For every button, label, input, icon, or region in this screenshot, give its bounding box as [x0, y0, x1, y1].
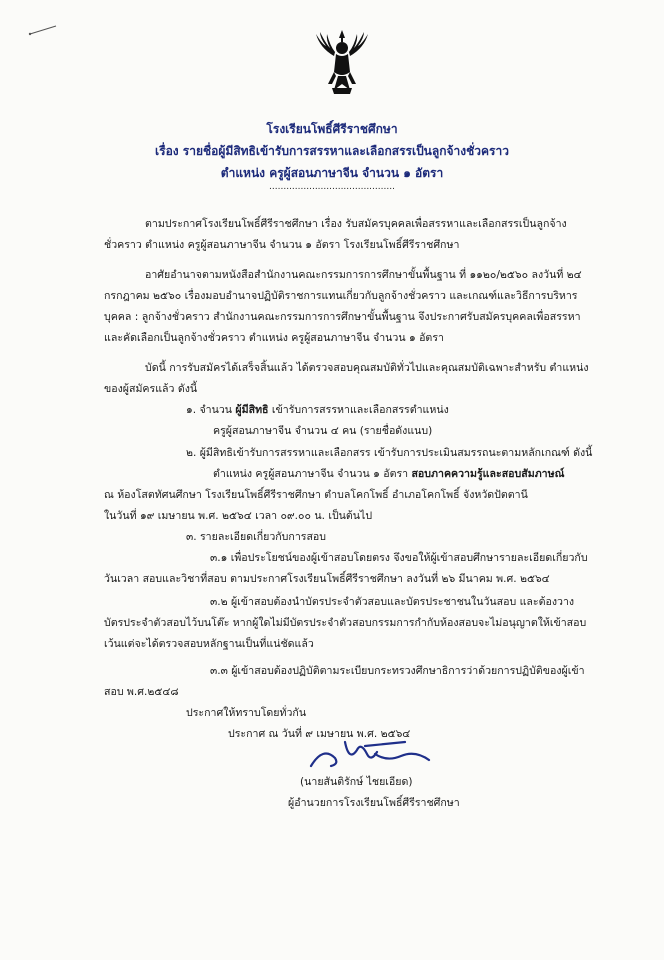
school-name: โรงเรียนโพธิ์ศีรีราชศึกษา [266, 122, 398, 136]
item-3-3-line-1: ๓.๓ ผู้เข้าสอบต้องปฏิบัติตามระเบียบกระทรวงศึกษาธิการว่าด้วยการปฏิบัติของผู้เข้า [210, 665, 585, 677]
separator-line: ............................................ [269, 182, 395, 192]
item-2-line-1: ๒. ผู้มีสิทธิเข้ารับการสรรหาและเลือกสรร เข้ารับการประเมินสมรรถนะตามหลักเกณฑ์ ดังนี้ [186, 447, 593, 459]
item-2-bold-text: สอบภาคความรู้และสอบสัมภาษณ์ [411, 468, 565, 480]
paragraph-3-line-1: บัดนี้ การรับสมัครได้เสร็จสิ้นแล้ว ได้ตรวจสอบคุณสมบัติทั่วไปและคุณสมบัติเฉพาะสำหรับ ตำแหน่ง [145, 362, 589, 374]
signatory-title: ผู้อำนวยการโรงเรียนโพธิ์ศีรีราชศึกษา [288, 797, 460, 809]
item-3-line-1: ๓. รายละเอียดเกี่ยวกับการสอบ [186, 531, 327, 543]
paragraph-2-line-1: อาศัยอำนาจตามหนังสือสำนักงานคณะกรรมการการศึกษาขั้นพื้นฐาน ที่ ๑๑๒๐/๒๕๖๐ ลงวันที่ ๒๔ [145, 269, 582, 281]
item-1-line-2: ครูผู้สอนภาษาจีน จำนวน ๔ คน (รายชื่อดังแนบ) [213, 425, 433, 437]
paragraph-2-line-2: กรกฎาคม ๒๕๖๐ เรื่องมอบอำนาจปฏิบัติราชการแทนเกี่ยวกับลูกจ้างชั่วคราว และเกณฑ์และวิธีการบริหาร [104, 290, 578, 302]
item-2-line-4: ในวันที่ ๑๙ เมษายน พ.ศ. ๒๕๖๔ เวลา ๐๙.๐๐ น. เป็นต้นไป [104, 510, 373, 522]
pen-mark-decoration [28, 24, 58, 36]
signatory-name: (นายสันติรักษ์ ไชยเอียด) [300, 776, 413, 788]
announcement-subject: เรื่อง รายชื่อผู้มีสิทธิเข้ารับการสรรหาและเลือกสรรเป็นลูกจ้างชั่วคราว [155, 144, 509, 158]
handwritten-signature [305, 732, 435, 772]
item-3-1-line-2: วันเวลา สอบและวิชาที่สอบ ตามประกาศโรงเรียนโพธิ์ศีรีราชศึกษา ลงวันที่ ๒๖ มีนาคม พ.ศ. ๒๕๖๔ [104, 573, 550, 585]
item-2-line-2: ตำแหน่ง ครูผู้สอนภาษาจีน จำนวน ๑ อัตรา สอบภาคความรู้และสอบสัมภาษณ์ [213, 468, 565, 480]
paragraph-1-line-1: ตามประกาศโรงเรียนโพธิ์ศีรีราชศึกษา เรื่อง รับสมัครบุคคลเพื่อสรรหาและเลือกสรรเป็นลูกจ้าง [145, 218, 567, 230]
item-1-line-1: ๑. จำนวน ผู้มีสิทธิ เข้ารับการสรรหาและเลือกสรรตำแหน่ง [186, 404, 449, 416]
announce-line: ประกาศให้ทราบโดยทั่วกัน [186, 707, 307, 719]
paragraph-1-line-2: ชั่วคราว ตำแหน่ง ครูผู้สอนภาษาจีน จำนวน ๑ อัตรา โรงเรียนโพธิ์ศีรีราชศึกษา [104, 239, 460, 251]
item-3-1-line-1: ๓.๑ เพื่อประโยชน์ของผู้เข้าสอบโดยตรง จึงขอให้ผู้เข้าสอบศึกษารายละเอียดเกี่ยวกับ [210, 552, 588, 564]
garuda-emblem-icon [312, 28, 372, 100]
item-1-bold-text: ผู้มีสิทธิ [235, 404, 269, 416]
item-3-3-line-2: สอบ พ.ศ.๒๕๔๘ [104, 686, 179, 698]
position-title: ตำแหน่ง ครูผู้สอนภาษาจีน จำนวน ๑ อัตรา [220, 166, 444, 180]
item-3-2-line-2: บัตรประจำตัวสอบไว้บนโต๊ะ หากผู้ใดไม่มีบัตรประจำตัวสอบกรรมการกำกับห้องสอบจะไม่อนุญาตให้เข้าสอบ [104, 617, 587, 629]
paragraph-2-line-4: และคัดเลือกเป็นลูกจ้างชั่วคราว ตำแหน่ง ครูผู้สอนภาษาจีน จำนวน ๑ อัตรา [104, 332, 444, 344]
item-3-2-line-1: ๓.๒ ผู้เข้าสอบต้องนำบัตรประจำตัวสอบและบัตรประชาชนในวันสอบ และต้องวาง [210, 596, 575, 608]
item-3-2-line-3: เว้นแต่จะได้ตรวจสอบหลักฐานเป็นที่แน่ชัดแล้ว [104, 638, 314, 650]
paragraph-3-line-2: ของผู้สมัครแล้ว ดังนี้ [104, 383, 198, 395]
paragraph-2-line-3: บุคคล : ลูกจ้างชั่วคราว สำนักงานคณะกรรมการการศึกษาขั้นพื้นฐาน จึงประกาศรับสมัครบุคคลเพื่อสรรหา [104, 311, 581, 323]
item-2-line-3: ณ ห้องโสตทัศนศึกษา โรงเรียนโพธิ์ศีรีราชศึกษา ตำบลโคกโพธิ์ อำเภอโคกโพธิ์ จังหวัดปัตตานี [104, 489, 528, 501]
announce-date: ประกาศ ณ วันที่ ๙ เมษายน พ.ศ. ๒๕๖๔ [228, 728, 411, 740]
